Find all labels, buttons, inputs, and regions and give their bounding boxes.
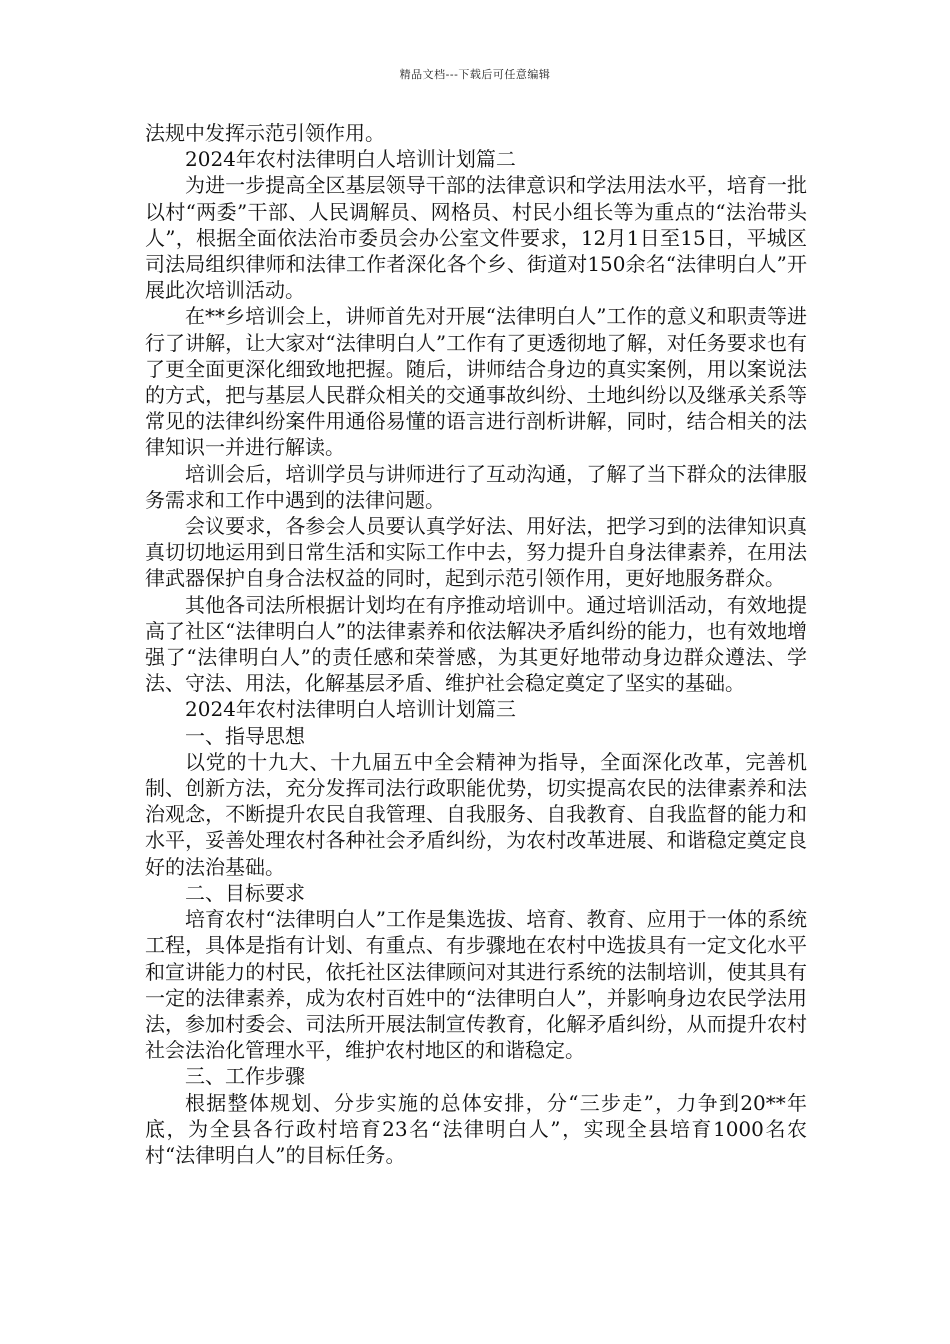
paragraph: 培训会后，培训学员与讲师进行了互动沟通，了解了当下群众的法律服务需求和工作中遇到的法律问题。 [145,461,807,512]
document-body [145,120,807,1168]
paragraph: 其他各司法所根据计划均在有序推动培训中。通过培训活动，有效地提高了社区“法律明白人”的法律素养和依法解决矛盾纠纷的能力，也有效地增强了“法律明白人”的责任感和荣誉感，为其更好地带动身边群众遵法、学法、守法、用法，化解基层矛盾、维护社会稳定奠定了坚实的基础。 [145,592,807,696]
paragraph: 根据整体规划、分步实施的总体安排，分“三步走”，力争到20**年底，为全县各行政村培育23名“法律明白人”，实现全县培育1000名农村“法律明白人”的目标任务。 [145,1090,807,1167]
paragraph: 以党的十九大、十九届五中全会精神为指导，全面深化改革，完善机制、创新方法，充分发挥司法行政职能优势，切实提高农民的法律素养和法治观念，不断提升农民自我管理、自我服务、自我教育、自我监督的能力和水平，妥善处理农村各种社会矛盾纠纷，为农村改革进展、和谐稳定奠定良好的法治基础。 [145,749,807,879]
paragraph: 在**乡培训会上，讲师首先对开展“法律明白人”工作的意义和职责等进行了讲解，让大家对“法律明白人”工作有了更透彻地了解，对任务要求也有了更全面更深化细致地把握。随后，讲师结合身边的真实案例，用以案说法的方式，把与基层人民群众相关的交通事故纠纷、土地纠纷以及继承关系等常见的法律纠纷案件用通俗易懂的语言进行剖析讲解，同时，结合相关的法律知识一并进行解读。 [145,304,807,460]
subheading: 二、目标要求 [185,880,305,905]
page-header: 精品文档---下载后可任意编辑 [399,68,551,81]
section-title: 2024年农村法律明白人培训计划篇二 [185,147,516,172]
subheading: 三、工作步骤 [185,1064,305,1089]
paragraph: 为进一步提高全区基层领导干部的法律意识和学法用法水平，培育一批以村“两委”干部、人民调解员、网格员、村民小组长等为重点的“法治带头人”，根据全面依法治市委员会办公室文件要求，12月1日至15日，平城区司法局组织律师和法律工作者深化各个乡、街道对150余名“法律明白人”开展此次培训活动。 [145,173,807,303]
paragraph: 会议要求，各参会人员要认真学好法、用好法，把学习到的法律知识真真切切地运用到日常生活和实际工作中去，努力提升自身法律素养，在用法律武器保护自身合法权益的同时，起到示范引领作用，更好地服务群众。 [145,514,807,591]
subheading: 一、指导思想 [185,723,305,748]
section-title: 2024年农村法律明白人培训计划篇三 [185,697,516,722]
paragraph: 培育农村“法律明白人”工作是集选拔、培育、教育、应用于一体的系统工程，具体是指有计划、有重点、有步骤地在农村中选拔具有一定文化水平和宣讲能力的村民，依托社区法律顾问对其进行系统的法制培训，使其具有一定的法律素养，成为农村百姓中的“法律明白人”，并影响身边农民学法用法，参加村委会、司法所开展法制宣传教育，化解矛盾纠纷，从而提升农村社会法治化管理水平，维护农村地区的和谐稳定。 [145,907,807,1063]
paragraph: 法规中发挥示范引领作用。 [145,121,385,145]
